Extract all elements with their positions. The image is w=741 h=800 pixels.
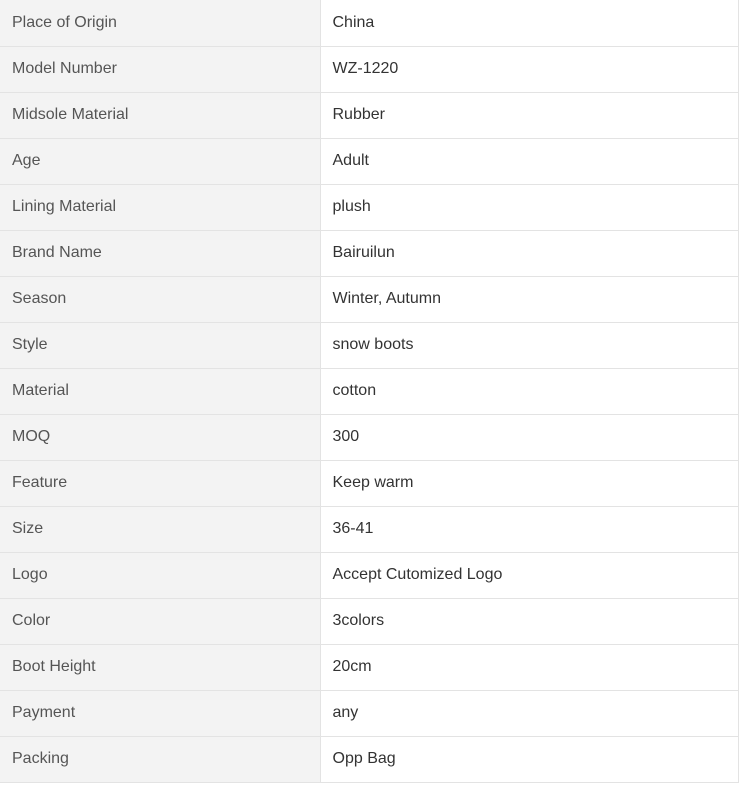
spec-value: Bairuilun bbox=[320, 230, 739, 276]
spec-value: Keep warm bbox=[320, 460, 739, 506]
spec-label: Material bbox=[0, 368, 320, 414]
spec-value: Adult bbox=[320, 138, 739, 184]
spec-value: plush bbox=[320, 184, 739, 230]
table-row bbox=[0, 736, 739, 782]
table-row bbox=[0, 92, 739, 138]
spec-label: Lining Material bbox=[0, 184, 320, 230]
spec-label: Size bbox=[0, 506, 320, 552]
table-row bbox=[0, 230, 739, 276]
spec-label: Age bbox=[0, 138, 320, 184]
spec-value: Opp Bag bbox=[320, 736, 739, 782]
spec-value: Winter, Autumn bbox=[320, 276, 739, 322]
spec-label: Payment bbox=[0, 690, 320, 736]
spec-value: 20cm bbox=[320, 644, 739, 690]
spec-label: Style bbox=[0, 322, 320, 368]
table-row bbox=[0, 46, 739, 92]
spec-value: 300 bbox=[320, 414, 739, 460]
spec-value: Accept Cutomized Logo bbox=[320, 552, 739, 598]
table-row bbox=[0, 552, 739, 598]
table-row bbox=[0, 598, 739, 644]
table-row bbox=[0, 322, 739, 368]
spec-label: Packing bbox=[0, 736, 320, 782]
table-row bbox=[0, 414, 739, 460]
spec-label: Season bbox=[0, 276, 320, 322]
table-row bbox=[0, 644, 739, 690]
table-row bbox=[0, 506, 739, 552]
spec-value: China bbox=[320, 0, 739, 46]
spec-label: Midsole Material bbox=[0, 92, 320, 138]
table-row bbox=[0, 368, 739, 414]
table-row bbox=[0, 0, 739, 46]
spec-value: any bbox=[320, 690, 739, 736]
spec-label: Model Number bbox=[0, 46, 320, 92]
table-row bbox=[0, 276, 739, 322]
spec-label: Place of Origin bbox=[0, 0, 320, 46]
table-row bbox=[0, 138, 739, 184]
spec-label: Feature bbox=[0, 460, 320, 506]
spec-value: 3colors bbox=[320, 598, 739, 644]
spec-label: MOQ bbox=[0, 414, 320, 460]
spec-value: cotton bbox=[320, 368, 739, 414]
spec-label: Brand Name bbox=[0, 230, 320, 276]
spec-value: 36-41 bbox=[320, 506, 739, 552]
table-row bbox=[0, 690, 739, 736]
table-row bbox=[0, 184, 739, 230]
spec-value: snow boots bbox=[320, 322, 739, 368]
spec-label: Logo bbox=[0, 552, 320, 598]
spec-label: Color bbox=[0, 598, 320, 644]
spec-value: Rubber bbox=[320, 92, 739, 138]
spec-value: WZ-1220 bbox=[320, 46, 739, 92]
spec-label: Boot Height bbox=[0, 644, 320, 690]
table-row bbox=[0, 460, 739, 506]
